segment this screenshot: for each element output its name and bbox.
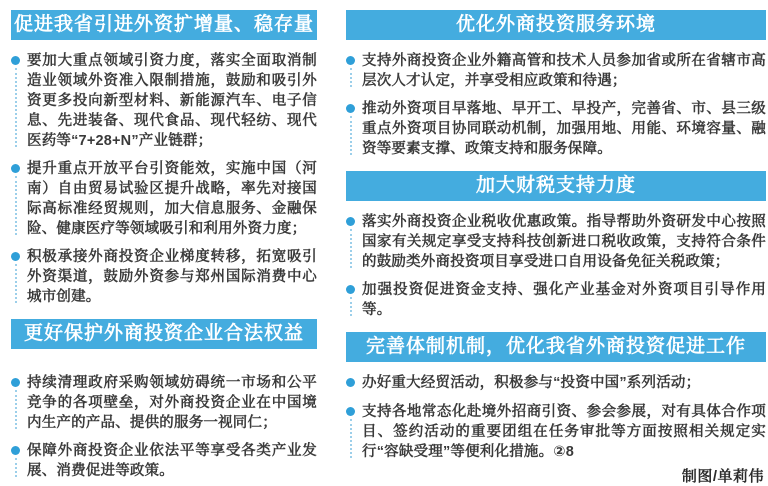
bullet-item — [11, 51, 317, 151]
section — [346, 332, 766, 462]
bullet-list — [11, 373, 317, 481]
bullet-item — [11, 247, 317, 307]
bullet-dot-icon — [11, 164, 20, 173]
bullet-text: 支持各地常态化赴境外招商引资、参会参展，对有具体合作项目、签约活动的重要团组在任务审批等方面按照相关规定实行“容缺受理”等便利化措施。②8 — [362, 404, 766, 460]
bullet-marker — [346, 402, 362, 462]
bullet-text: 加强投资促进资金支持、强化产业基金对外资项目引导作用等。 — [362, 282, 766, 318]
credit-byline: 制图/单莉伟 — [681, 468, 764, 485]
bullet-marker — [11, 159, 27, 239]
bullet-text: 积极承接外商投资企业梯度转移，拓宽吸引外资渠道，鼓励外资参与郑州国际消费中心城市创建。 — [27, 249, 317, 305]
bullet-dot-icon — [346, 217, 355, 226]
dotted-line — [350, 229, 363, 268]
bullet-dot-icon — [11, 56, 20, 65]
bullet-marker — [346, 280, 362, 320]
right-column — [346, 10, 766, 486]
section-header-bar: 促进我省引进外资扩增量、稳存量 — [11, 10, 317, 40]
bullet-marker — [346, 51, 362, 91]
bullet-dot-icon — [346, 407, 355, 416]
bullet-text: 要加大重点领域引资力度，落实全面取消制造业领域外资准入限制措施，鼓励和吸引外资更多投向新型材料、新能源汽车、电子信息、先进装备、现代食品、现代轻纺、现代医药等“7+28+N”产业链群； — [27, 53, 317, 149]
dotted-line — [350, 419, 363, 458]
bullet-item — [11, 441, 317, 481]
bullet-dot-icon — [11, 378, 20, 387]
dotted-line — [350, 68, 363, 87]
bullet-text: 办好重大经贸活动，积极参与“投资中国”系列活动； — [362, 375, 701, 391]
section-header-bar: 完善体制机制，优化我省外商投资促进工作 — [346, 332, 766, 362]
bullet-marker — [346, 373, 362, 394]
bullet-dot-icon — [11, 252, 20, 261]
bullet-item — [11, 373, 317, 433]
bullet-item — [11, 159, 317, 239]
bullet-text: 提升重点开放平台引资能效，实施中国（河南）自由贸易试验区提升战略，率先对接国际高标准经贸规则，加大信息服务、金融保险、健康医疗等领域吸引和利用外资力度； — [27, 161, 317, 237]
bullet-marker — [346, 99, 362, 159]
bullet-item — [346, 99, 766, 159]
section — [346, 171, 766, 320]
dotted-line — [350, 116, 363, 155]
bullet-marker — [11, 247, 27, 307]
bullet-dot-icon — [346, 285, 355, 294]
dotted-line — [350, 297, 363, 316]
bullet-item — [346, 280, 766, 320]
section — [11, 319, 317, 481]
bullet-text: 推动外资项目早落地、早开工、早投产，完善省、市、县三级重点外资项目协同联动机制，加强用地、用能、环境容量、融资等要素支撑、政策支持和服务保障。 — [362, 101, 766, 157]
dotted-line — [15, 264, 28, 303]
bullet-text: 持续清理政府采购领域妨碍统一市场和公平竞争的各项壁垒，对外商投资企业在中国境内生产的产品、提供的服务一视同仁； — [27, 375, 317, 431]
section-header-bar: 优化外商投资服务环境 — [346, 10, 766, 40]
bullet-dot-icon — [346, 56, 355, 65]
bullet-list — [346, 51, 766, 159]
bullet-item — [346, 212, 766, 272]
section — [11, 10, 317, 307]
right-column-sections — [346, 10, 766, 462]
section-header-bar: 更好保护外商投资企业合法权益 — [11, 319, 317, 349]
bullet-text: 支持外商投资企业外籍高管和技术人员参加省或所在省辖市高层次人才认定，并享受相应政策和待遇； — [362, 53, 766, 89]
bullet-marker — [11, 441, 27, 481]
bullet-list — [11, 51, 317, 307]
bullet-dot-icon — [346, 104, 355, 113]
bullet-list — [346, 212, 766, 320]
bullet-item — [346, 373, 766, 394]
bullet-list — [346, 373, 766, 462]
bullet-dot-icon — [11, 446, 20, 455]
left-column-sections — [11, 10, 317, 481]
bullet-marker — [11, 51, 27, 151]
section-header-bar: 加大财税支持力度 — [346, 171, 766, 201]
bullet-item — [346, 51, 766, 91]
dotted-line — [15, 458, 28, 477]
bullet-text: 保障外商投资企业依法平等享受各类产业发展、消费促进等政策。 — [27, 443, 317, 479]
bullet-item — [346, 402, 766, 462]
section — [346, 10, 766, 159]
left-column — [11, 10, 317, 486]
bullet-marker — [11, 373, 27, 433]
dotted-line — [15, 176, 28, 235]
bullet-text: 落实外商投资企业税收优惠政策。指导帮助外资研发中心按照国家有关规定享受支持科技创新进口税收政策，支持符合条件的鼓励类外商投资项目享受进口自用设备免征关税政策； — [362, 214, 766, 270]
dotted-line — [15, 390, 28, 429]
dotted-line — [15, 68, 28, 147]
bullet-dot-icon — [346, 378, 355, 387]
bullet-marker — [346, 212, 362, 272]
